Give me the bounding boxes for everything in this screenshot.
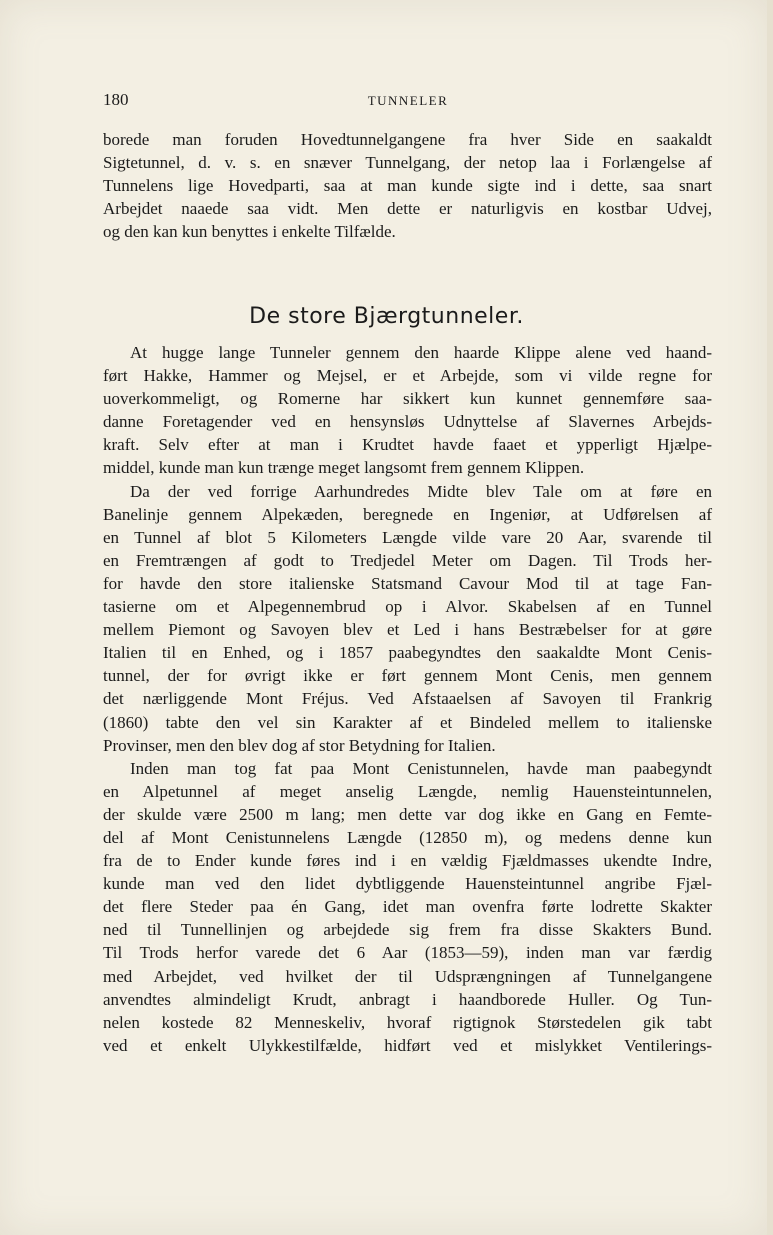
text-line: en Fremtrængen af godt to Tredjedel Meter om Dagen. Til Trods her-: [103, 550, 712, 570]
text-line: At hugge lange Tunneler gennem den haarde Klippe alene ved haand-: [130, 343, 712, 362]
text-line: kraft. Selv efter at man i Krudtet havde faaet et ypperligt Hjælpe-: [103, 435, 712, 455]
text-line: ved et enkelt Ulykkestilfælde, hidført ved et mislykket Ventilerings-: [103, 1035, 712, 1055]
text-line: nelen kostede 82 Menneskeliv, hvoraf rigtignok Størstedelen gik tabt: [103, 1012, 712, 1032]
text-line: der skulde være 2500 m lang; men dette var dog ikke en Gang en Femte-: [103, 804, 712, 824]
text-line: det flere Steder paa én Gang, idet man ovenfra førte lodrette Skakter: [103, 897, 712, 917]
text-line: Arbejdet naaede saa vidt. Men dette er naturligvis en kostbar Udvej,: [103, 199, 712, 219]
text-line: Italien til en Enhed, og i 1857 paabegyndtes den saakaldte Mont Cenis-: [103, 643, 712, 663]
text-line: med Arbejdet, ved hvilket der til Udsprængningen af Tunnelgangene: [103, 966, 712, 986]
text-line: Sigtetunnel, d. v. s. en snæver Tunnelgang, der netop laa i Forlængelse af: [103, 153, 712, 173]
text-line: del af Mont Cenistunnelens Længde (12850 m), og medens denne kun: [103, 827, 712, 847]
text-line: og den kan kun benyttes i enkelte Tilfælde.: [103, 222, 396, 242]
text-line: Banelinje gennem Alpekæden, beregnede en Ingeniør, at Udførelsen af: [103, 504, 712, 524]
text-line: Tunnelens lige Hovedparti, saa at man kunde sigte ind i dette, saa snart: [103, 176, 712, 196]
running-title: TUNNELER: [367, 93, 449, 108]
text-line: det nærliggende Mont Fréjus. Ved Afstaaelsen af Savoyen til Frankrig: [103, 689, 712, 709]
text-line: anvendtes almindeligt Krudt, anbragt i haandborede Huller. Og Tun-: [103, 989, 712, 1009]
paragraph: [103, 480, 712, 757]
text-line: Til Trods herfor varede det 6 Aar (1853—59), inden man var færdig: [103, 943, 712, 963]
text-line: (1860) tabte den vel sin Karakter af et Bindeled mellem to italienske: [103, 712, 712, 732]
intro-paragraph: [103, 128, 712, 243]
paragraph: [103, 757, 712, 1057]
page-edge: [767, 0, 773, 1235]
text-line: mellem Piemont og Savoyen blev et Led i hans Bestræbelser for at gøre: [103, 620, 712, 640]
page-number: 180: [103, 90, 129, 109]
text-line: danne Foretagender ved en hensynsløs Udnyttelse af Slavernes Arbejds-: [103, 412, 712, 432]
section-body: [103, 341, 712, 1057]
page-header: [103, 90, 713, 112]
text-line: ført Hakke, Hammer og Mejsel, er et Arbejde, som vi vilde regne for: [103, 366, 712, 386]
text-line: en Alpetunnel af meget anselig Længde, nemlig Hauensteintunnelen,: [103, 781, 712, 801]
text-line: Inden man tog fat paa Mont Cenistunnelen, havde man paabegyndt: [130, 758, 712, 778]
text-line: borede man foruden Hovedtunnelgangene fra hver Side en saakaldt: [103, 130, 712, 149]
text-line: en Tunnel af blot 5 Kilometers Længde vilde vare 20 Aar, svarende til: [103, 527, 712, 547]
text-line: uoverkommeligt, og Romerne har sikkert kun kunnet gennemføre saa-: [103, 389, 712, 409]
text-line: kunde man ved den lidet dybtliggende Hauensteintunnel angribe Fjæl-: [103, 874, 712, 894]
text-line: tasierne om et Alpegennembrud op i Alvor. Skabelsen af en Tunnel: [103, 597, 712, 617]
text-line: tunnel, der for øvrigt ikke er ført gennem Mont Cenis, men gennem: [103, 666, 712, 686]
section-heading: De store Bjærgtunneler.: [249, 304, 524, 329]
text-line: middel, kunde man kun trænge meget langsomt frem gennem Klippen.: [103, 458, 585, 478]
paragraph: [103, 341, 712, 480]
text-line: for havde den store italienske Statsmand Cavour Mod til at tage Fan-: [103, 573, 712, 593]
text-line: Da der ved forrige Aarhundredes Midte blev Tale om at føre en: [130, 481, 712, 501]
text-line: fra de to Ender kunde føres ind i en vældig Fjældmasses ukendte Indre,: [103, 851, 712, 871]
text-line: ned til Tunnellinjen og arbejdede sig frem fra disse Skakters Bund.: [103, 920, 712, 940]
text-line: Provinser, men den blev dog af stor Betydning for Italien.: [103, 735, 496, 755]
